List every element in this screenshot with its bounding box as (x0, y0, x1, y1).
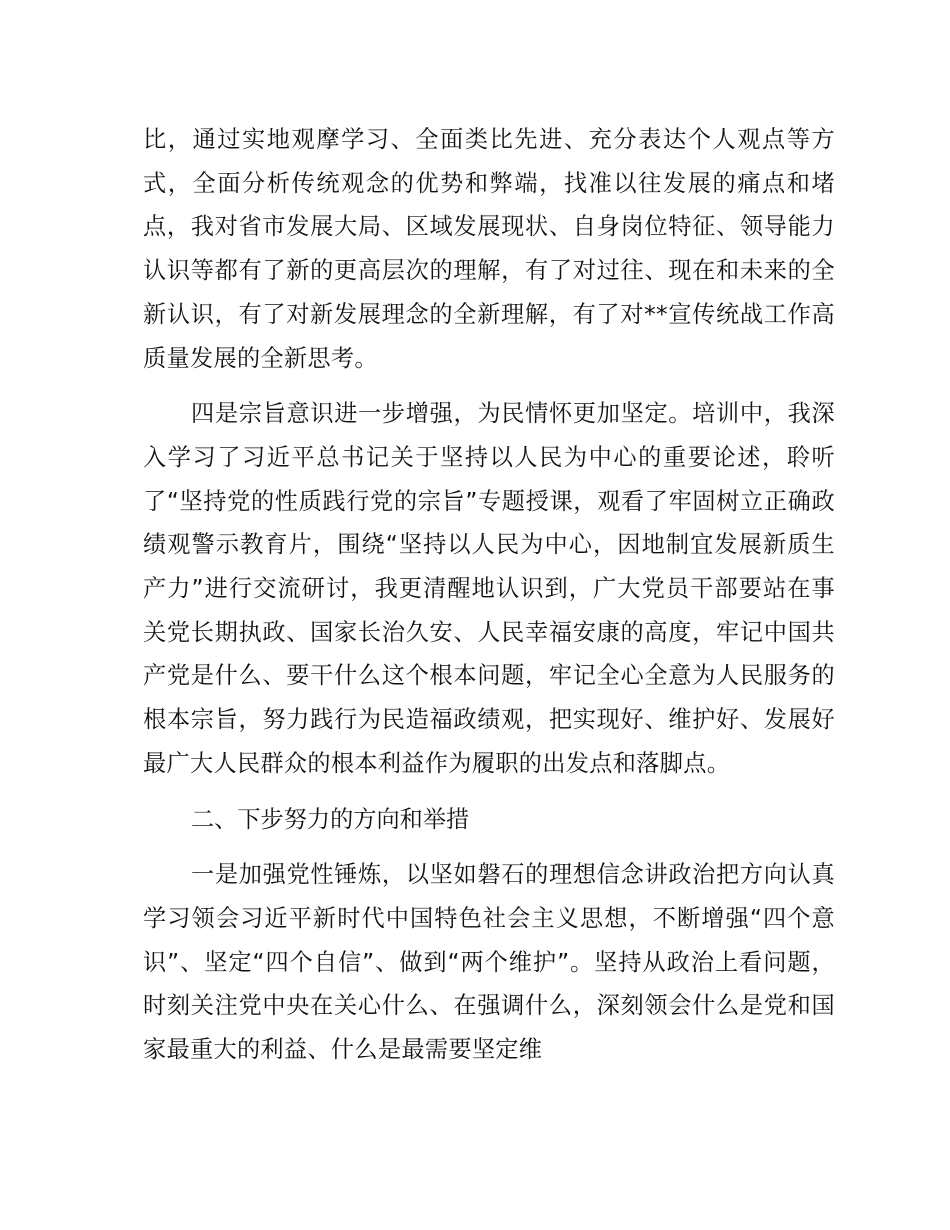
paragraph-purpose-awareness: 四是宗旨意识进一步增强，为民情怀更加坚定。培训中，我深入学习了习近平总书记关于坚持以人民为中心的重要论述，聆听了“坚持党的性质践行党的宗旨”专题授课，观看了牢固树立正确政绩观警示教育片，围绕“坚持以人民为中心，因地制宜发展新质生产力”进行交流研讨，我更清醒地认识到，广大党员干部要站在事关党长期执政、国家长治久安、人民幸福安康的高度，牢记中国共产党是什么、要干什么这个根本问题，牢记全心全意为人民服务的根本宗旨，努力践行为民造福政绩观，把实现好、维护好、发展好最广大人民群众的根本利益作为履职的出发点和落脚点。 (143, 400, 835, 777)
paragraph-party-spirit: 一是加强党性锤炼，以坚如磐石的理想信念讲政治把方向认真学习领会习近平新时代中国特色社会主义思想，不断增强“四个意识”、坚定“四个自信”、做到“两个维护”。坚持从政治上看问题，时刻关注党中央在关心什么、在强调什么，深刻领会什么是党和国家最重大的利益、什么是最需要坚定维 (143, 861, 835, 1064)
paragraph-continuation: 比，通过实地观摩学习、全面类比先进、充分表达个人观点等方式，全面分析传统观念的优势和弊端，找准以往发展的痛点和堵点，我对省市发展大局、区域发展现状、自身岗位特征、领导能力认识等都有了新的更高层次的理解，有了对过往、现在和未来的全新认识，有了对新发展理念的全新理解，有了对**宣传统战工作高质量发展的全新思考。 (143, 126, 835, 372)
section-heading-next-steps: 二、下步努力的方向和举措 (191, 805, 470, 833)
document-page (143, 118, 835, 1084)
